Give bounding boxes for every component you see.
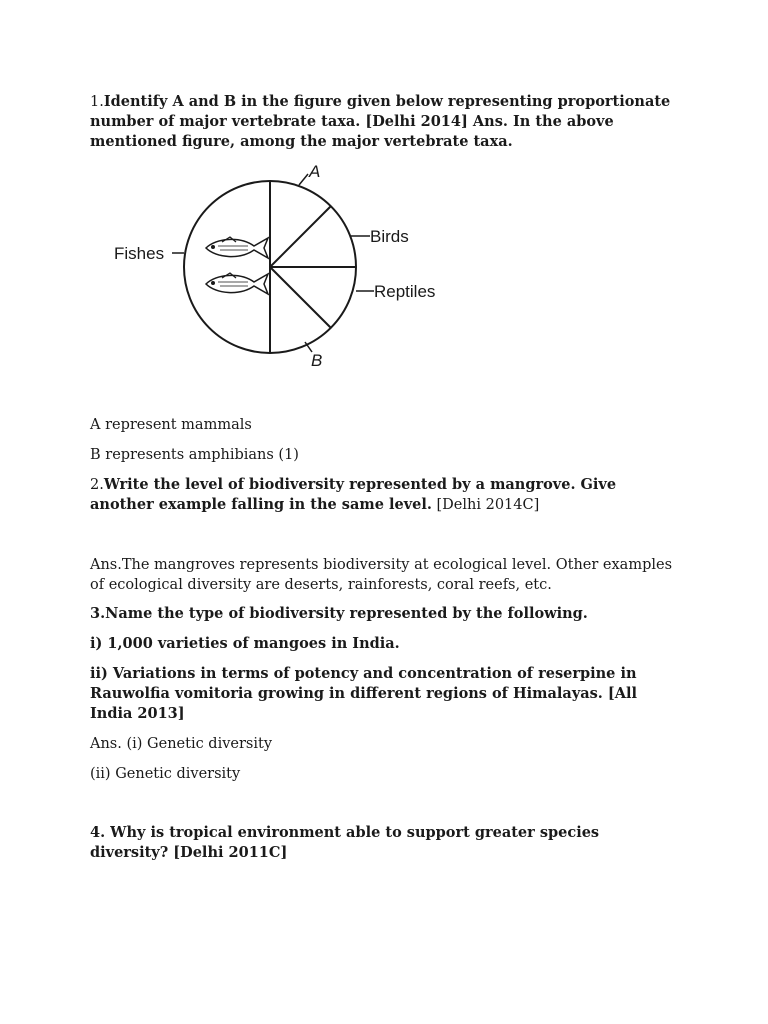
pie-radius-a-birds bbox=[270, 206, 331, 267]
question-2-text: Write the level of biodiversity represented by a mangrove. Give another example falling in the same level. bbox=[90, 476, 617, 513]
question-2-source: [Delhi 2014C] bbox=[431, 497, 540, 513]
answer-3-line-2: (ii) Genetic diversity bbox=[90, 766, 241, 782]
label-reptiles: Reptiles bbox=[374, 282, 436, 301]
vertebrate-taxa-pie-figure bbox=[108, 160, 448, 375]
question-3-part-1: i) 1,000 varieties of mangoes in India. bbox=[90, 635, 400, 652]
answer-2: Ans.The mangroves represents biodiversity at ecological level. Other examples of ecological diversity are deserts, rainforests, coral reefs, etc. bbox=[90, 557, 673, 593]
question-1-text: Identify A and B in the figure given below representing proportionate number of major vertebrate taxa. [Delhi 2014] Ans. In the above mentioned figure, among the major vertebrate taxa. bbox=[90, 93, 671, 150]
question-1 bbox=[90, 92, 680, 152]
label-b: B bbox=[311, 351, 323, 370]
answer-1-line-1: A represent mammals bbox=[90, 417, 252, 433]
answer-3-line-1: Ans. (i) Genetic diversity bbox=[90, 736, 273, 752]
question-3-title: 3.Name the type of biodiversity represented by the following. bbox=[90, 605, 588, 622]
label-birds: Birds bbox=[370, 227, 409, 246]
answer-1-line-2: B represents amphibians (1) bbox=[90, 447, 299, 463]
question-4: 4. Why is tropical environment able to support greater species diversity? [Delhi 2011C] bbox=[90, 824, 600, 861]
fish-icon bbox=[206, 237, 268, 258]
question-3-part-2: ii) Variations in terms of potency and concentration of reserpine in Rauwolfia vomitoria growing in different regions of Himalayas. [All India 2013] bbox=[90, 665, 638, 722]
question-2-number: 2. bbox=[90, 477, 104, 493]
label-a: A bbox=[309, 162, 321, 181]
pie-radius-reptiles-b bbox=[270, 267, 331, 328]
label-fishes: Fishes bbox=[114, 244, 165, 263]
question-1-number: 1. bbox=[90, 94, 104, 110]
fish-icon bbox=[206, 273, 268, 294]
leader-line-a bbox=[299, 174, 308, 185]
question-2 bbox=[90, 475, 680, 515]
